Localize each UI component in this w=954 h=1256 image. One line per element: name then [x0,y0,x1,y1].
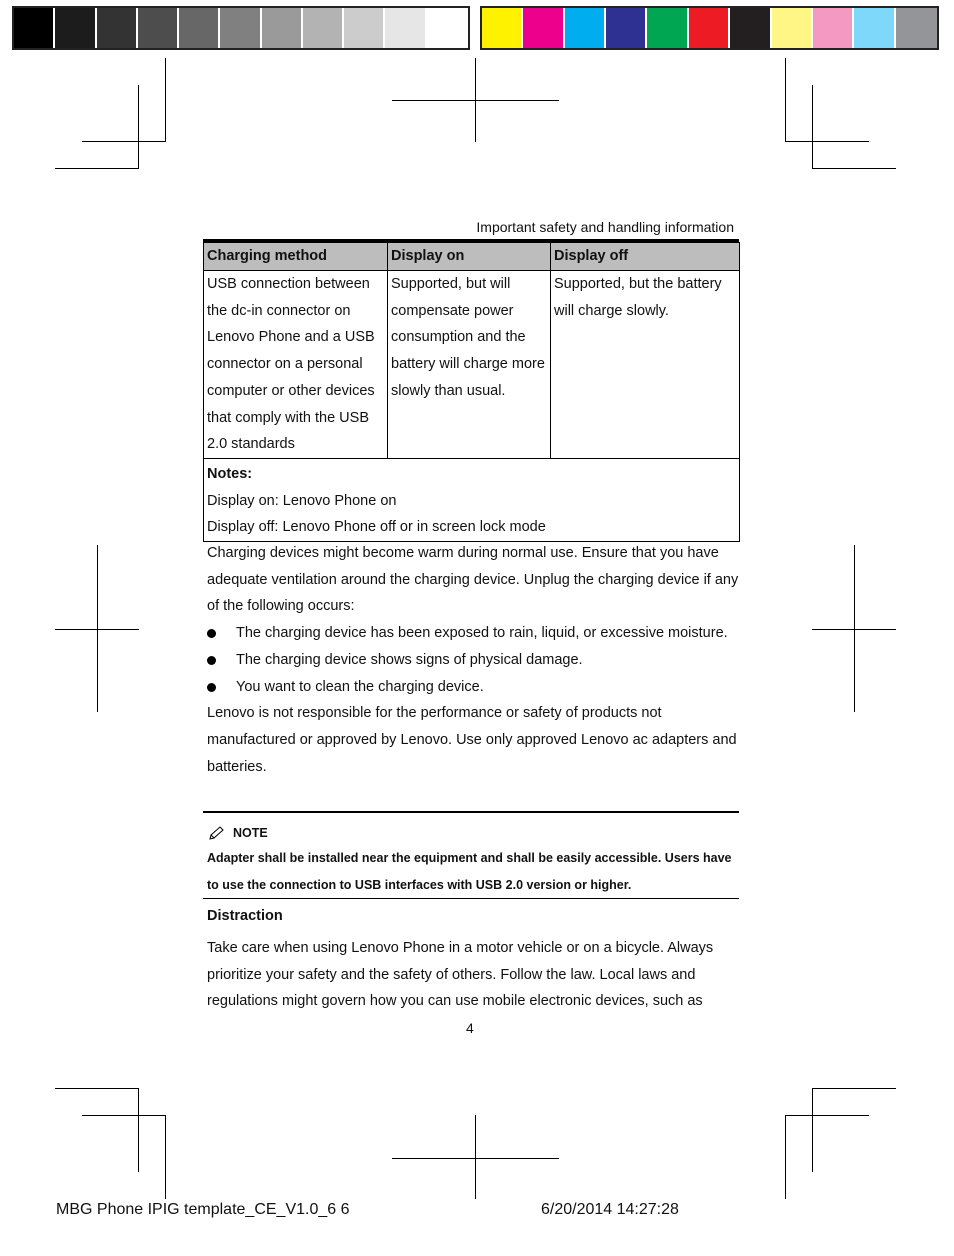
note-text: Adapter shall be installed near the equipment and shall be easily accessible. Users have to use the connection to USB interfaces with USB 2.0 version or higher. [207,851,732,892]
color-swatch [427,8,468,48]
color-swatch [854,8,895,48]
column-header-charging-method: Charging method [204,243,388,271]
color-swatch [220,8,261,48]
note-display-off: Display off: Lenovo Phone off or in screen lock mode [207,519,546,536]
color-swatch [385,8,426,48]
responsibility-paragraph: Lenovo is not responsible for the performance or safety of products not manufactured or approved by Lenovo. Use only approved Lenovo ac adapters and batteries. [207,705,737,775]
color-swatch [179,8,220,48]
color-swatch [689,8,730,48]
warm-charging-section [207,540,742,780]
color-swatch [813,8,854,48]
cell-display-off: Supported, but the battery will charge slowly. [551,271,740,459]
note-heading [207,825,268,841]
notes-title: Notes: [207,465,253,482]
cell-charging-method: USB connection between the dc-in connector on Lenovo Phone and a USB connector on a personal computer or other devices that comply with the USB 2.0 standards [204,271,388,459]
distraction-paragraph: Take care when using Lenovo Phone in a motor vehicle or on a bicycle. Always prioritize your safety and the safety of others. Follow the law. Local laws and regulations might govern how you can use mobile electronic devices, such as [207,940,714,1010]
color-swatch [97,8,138,48]
list-item: The charging device shows signs of physical damage. [207,647,742,674]
intro-paragraph: Charging devices might become warm during normal use. Ensure that you have adequate ventilation around the charging device. Unplug the charging device if any of the following occurs: [207,545,739,615]
table-header-row [204,243,740,271]
grayscale-bar [12,6,470,50]
bullet-icon [207,656,216,665]
bullet-icon [207,683,216,692]
color-swatch [14,8,55,48]
note-display-on: Display on: Lenovo Phone on [207,492,397,509]
color-swatch [262,8,303,48]
color-swatch [138,8,179,48]
pencil-icon [207,825,227,841]
color-swatch [606,8,647,48]
bullet-icon [207,629,216,638]
color-swatch [523,8,564,48]
table-notes-row [204,458,740,541]
list-item: You want to clean the charging device. [207,674,742,701]
running-header: Important safety and handling information [476,219,734,235]
color-swatch [482,8,523,48]
page-number: 4 [466,1020,474,1036]
note-box [203,811,739,899]
table-row [204,271,740,459]
print-footer-filename: MBG Phone IPIG template_CE_V1.0_6 6 [56,1201,350,1218]
column-header-display-off: Display off [551,243,740,271]
list-item: The charging device has been exposed to rain, liquid, or excessive moisture. [207,620,742,647]
bullet-list [207,620,742,700]
column-header-display-on: Display on [388,243,551,271]
cell-display-on: Supported, but will compensate power consumption and the battery will charge more slowly than usual. [388,271,551,459]
color-swatch [344,8,385,48]
color-swatch [730,8,771,48]
color-bar [480,6,939,50]
notes-cell [204,458,740,541]
distraction-heading: Distraction [207,908,283,924]
color-swatch [647,8,688,48]
note-label: NOTE [233,826,268,840]
color-swatch [565,8,606,48]
charging-table [203,242,740,542]
color-swatch [772,8,813,48]
color-swatch [896,8,937,48]
print-footer-timestamp: 6/20/2014 14:27:28 [541,1201,679,1218]
color-swatch [55,8,96,48]
color-swatch [303,8,344,48]
